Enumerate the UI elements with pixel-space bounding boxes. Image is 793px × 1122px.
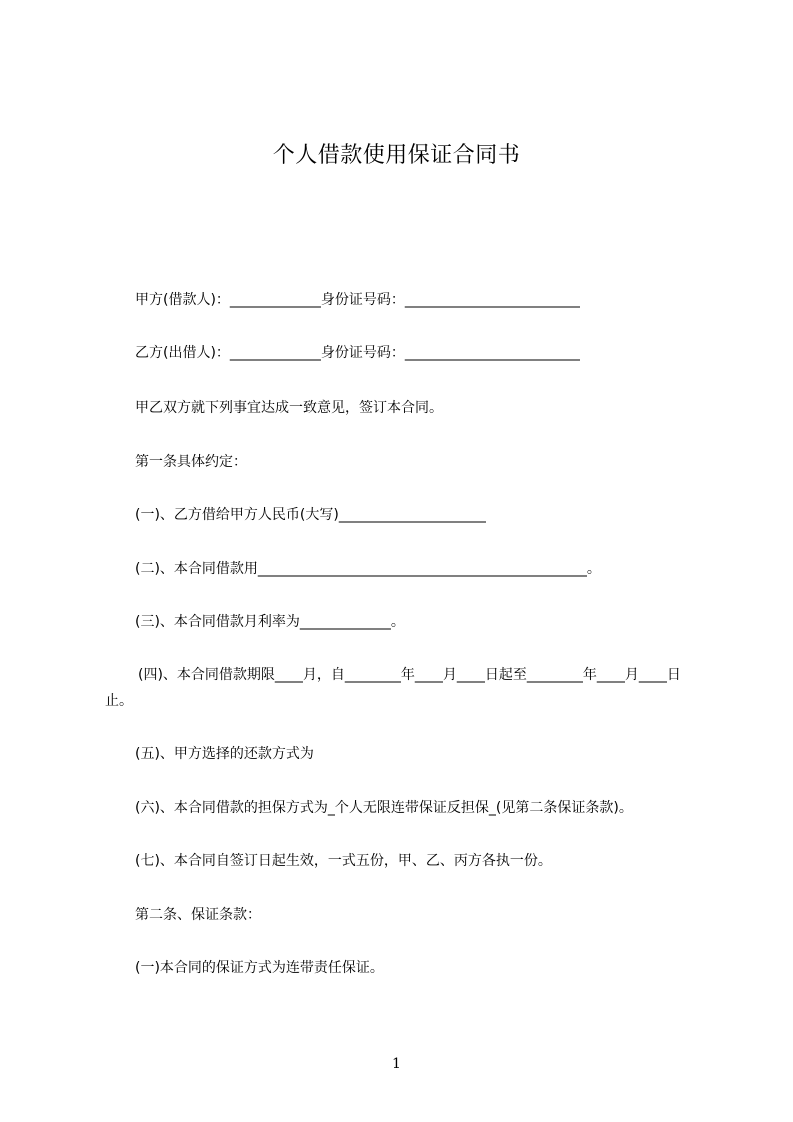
party-a-line: 甲方(借款人)：_____________身份证号码：_________________________ xyxy=(135,292,580,308)
party-b-line: 乙方(出借人)：_____________身份证号码：_________________________ xyxy=(135,345,580,361)
document-title: 个人借款使用保证合同书 xyxy=(272,143,521,168)
clause-1-6: (六)、本合同借款的担保方式为_个人无限连带保证反担保_(见第二条保证条款)。 xyxy=(135,800,633,816)
agreement-statement: 甲乙双方就下列事宜达成一致意见，签订本合同。 xyxy=(135,400,443,416)
clause-1-3: (三)、本合同借款月利率为_____________。 xyxy=(135,614,405,630)
clause-1-2: (二)、本合同借款用_______________________________________________。 xyxy=(135,561,601,577)
clause-1-5: (五)、甲方选择的还款方式为 xyxy=(135,746,314,762)
article-2-heading: 第二条、保证条款： xyxy=(135,907,261,923)
clause-2-1: (一)本合同的保证方式为连带责任保证。 xyxy=(135,960,384,976)
clause-1-7: (七)、本合同自签订日起生效，一式五份，甲、乙、丙方各执一份。 xyxy=(135,853,552,869)
page-number: 1 xyxy=(392,1056,401,1072)
clause-1-1: (一)、乙方借给甲方人民币(大写)_____________________ xyxy=(135,507,486,523)
clause-1-4: (四)、本合同借款期限____月，自________年____月____日起至________年____月____日止。 xyxy=(105,667,681,709)
article-1-heading: 第一条具体约定： xyxy=(135,454,247,470)
